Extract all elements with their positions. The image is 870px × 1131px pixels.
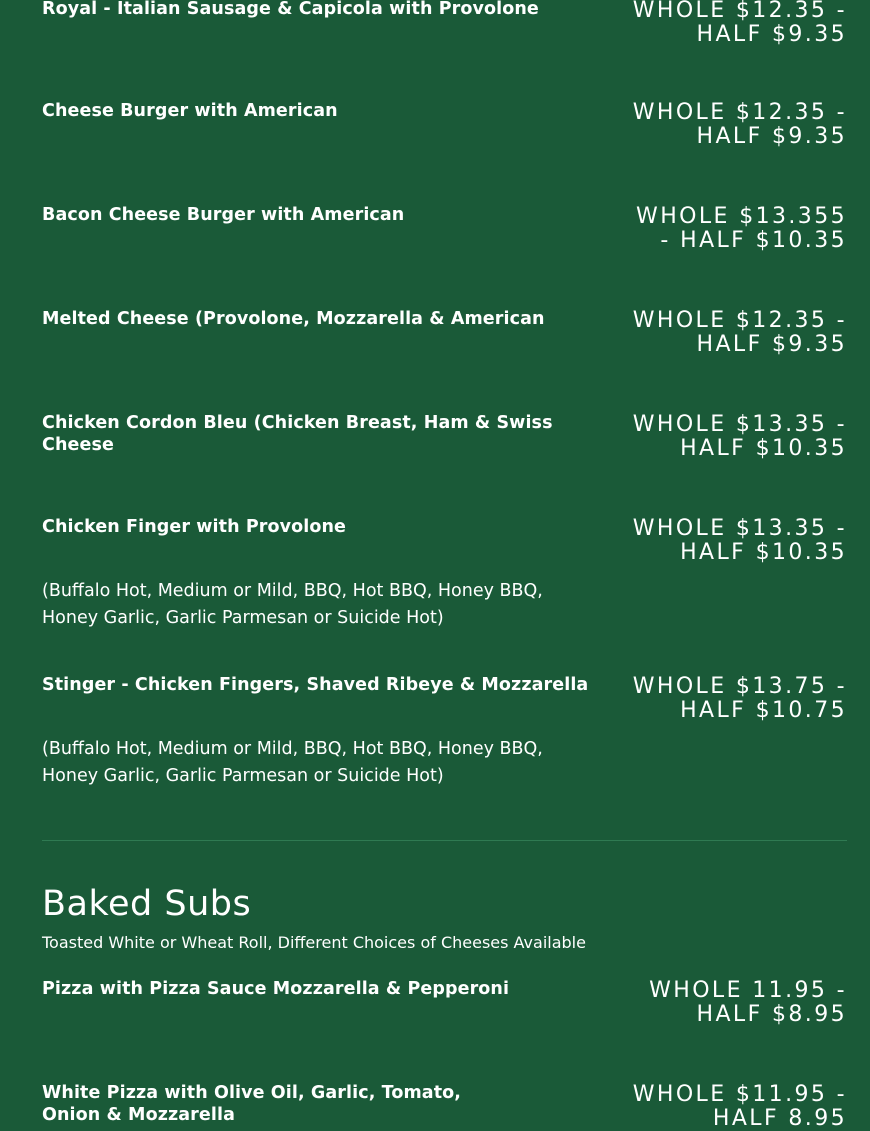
item-price: WHOLE $12.35 - HALF $9.35 [632, 100, 847, 149]
item-name: Chicken Finger with Provolone [42, 517, 347, 537]
item-description: (Buffalo Hot, Medium or Mild, BBQ, Hot BBQ, Honey BBQ, Honey Garlic, Garlic Parmesan or Suicide Hot) [42, 581, 543, 628]
item-price: WHOLE $13.355 - HALF $10.35 [636, 204, 847, 253]
item-name: Royal - Italian Sausage & Capicola with Provolone [42, 0, 539, 19]
item-price: WHOLE $13.35 - HALF $10.35 [632, 412, 847, 461]
item-price: WHOLE $11.95 - HALF 8.95 [632, 1082, 847, 1131]
item-price: WHOLE $13.35 - HALF $10.35 [632, 516, 847, 565]
section-divider [42, 840, 847, 841]
item-description: (Buffalo Hot, Medium or Mild, BBQ, Hot BBQ, Honey BBQ, Honey Garlic, Garlic Parmesan or Suicide Hot) [42, 739, 543, 786]
item-name: White Pizza with Olive Oil, Garlic, Tomato, Onion & Mozzarella [42, 1083, 462, 1125]
section-title: Baked Subs [42, 884, 252, 924]
item-price: WHOLE $13.75 - HALF $10.75 [632, 674, 847, 723]
section-subtitle: Toasted White or Wheat Roll, Different Choices of Cheeses Available [42, 933, 586, 952]
item-name: Melted Cheese (Provolone, Mozzarella & American [42, 309, 545, 329]
item-name: Stinger - Chicken Fingers, Shaved Ribeye & Mozzarella [42, 675, 589, 695]
item-name: Pizza with Pizza Sauce Mozzarella & Pepperoni [42, 979, 510, 999]
item-price: WHOLE $12.35 -HALF $9.35 [632, 0, 847, 47]
item-name: Chicken Cordon Bleu (Chicken Breast, Ham & Swiss Cheese [42, 413, 553, 455]
item-name: Bacon Cheese Burger with American [42, 205, 405, 225]
item-price: WHOLE 11.95 - HALF $8.95 [649, 978, 847, 1027]
item-price: WHOLE $12.35 - HALF $9.35 [632, 308, 847, 357]
item-name: Cheese Burger with American [42, 101, 338, 121]
